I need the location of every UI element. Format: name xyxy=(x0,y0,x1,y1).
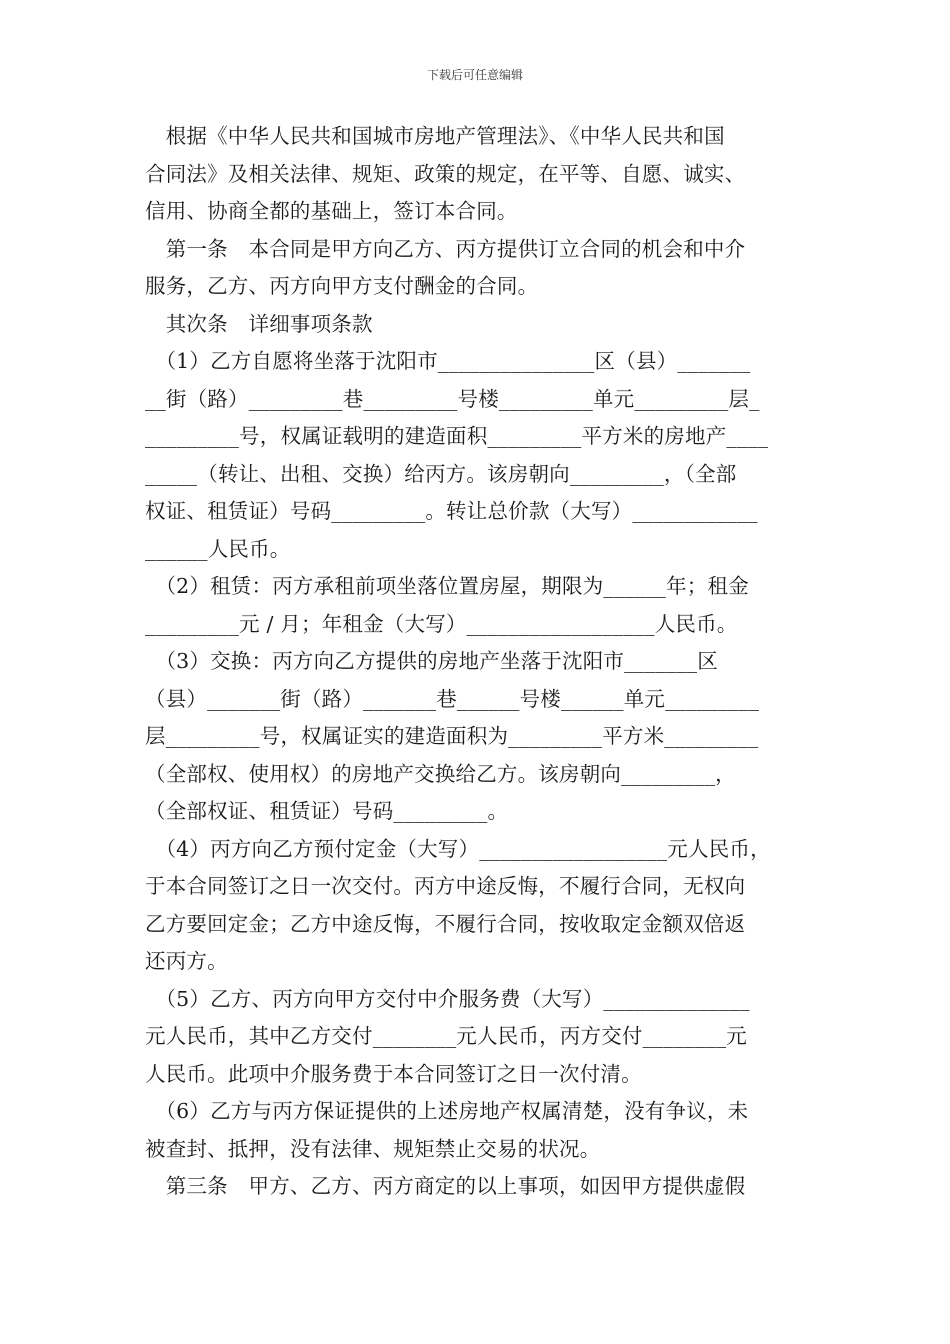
text-line: 人民币。此项中介服务费于本合同签订之日一次付清。 xyxy=(145,1061,642,1086)
text-line: 权证、租赁证）号码_________。转让总价款（大写）____________ xyxy=(145,499,758,523)
text-line: （4）丙方向乙方预付定金（大写）__________________元人民币， xyxy=(145,836,771,861)
text-line: 于本合同签订之日一次交付。丙方中途反悔，不履行合同，无权向 xyxy=(145,874,746,898)
text-line: 信用、协商全都的基础上，签订本合同。 xyxy=(145,199,518,223)
text-line: （2）租赁：丙方承租前项坐落位置房屋，期限为______年；租金 xyxy=(145,574,749,598)
text-line: （3）交换：丙方向乙方提供的房地产坐落于沈阳市_______区 xyxy=(145,649,718,673)
text-line: 合同法》及相关法律、规矩、政策的规定，在平等、自愿、诚实、 xyxy=(145,161,746,186)
text-line: （6）乙方与丙方保证提供的上述房地产权属清楚，没有争议，未 xyxy=(145,1099,749,1123)
text-line: 第一条 本合同是甲方向乙方、丙方提供订立合同的机会和中介 xyxy=(145,236,746,261)
text-line: （1）乙方自愿将坐落于沈阳市_______________区（县）_______ xyxy=(145,349,751,373)
text-line: （县）_______街（路）_______巷______号楼______单元_________ xyxy=(145,686,760,711)
text-line: 元人民币，其中乙方交付________元人民币，丙方交付________元 xyxy=(145,1024,747,1048)
text-line: __街（路）_________巷_________号楼_________单元_________层_ xyxy=(145,386,760,411)
text-line: 根据《中华人民共和国城市房地产管理法》、《中华人民共和国 xyxy=(145,124,725,148)
text-line: _________元 / 月；年租金（大写）__________________人民币。 xyxy=(145,611,738,636)
text-line: ______人民币。 xyxy=(145,536,291,561)
text-line: 其次条 详细事项条款 xyxy=(145,311,373,336)
page-header: 下载后可任意编辑 xyxy=(426,68,523,82)
text-line: 层_________号，权属证实的建造面积为_________平方米_________ xyxy=(145,724,759,748)
text-line: 服务，乙方、丙方向甲方支付酬金的合同。 xyxy=(145,274,539,298)
text-line: （全部权、使用权）的房地产交换给乙方。该房朝向_________， xyxy=(145,761,736,786)
text-line: _________号，权属证载明的建造面积_________平方米的房地产____ xyxy=(145,424,769,448)
contract-body xyxy=(145,118,813,1206)
text-line: 乙方要回定金；乙方中途反悔，不履行合同，按收取定金额双倍返 xyxy=(145,911,746,936)
text-line: 第三条 甲方、乙方、丙方商定的以上事项，如因甲方提供虚假 xyxy=(145,1174,746,1198)
text-line: （5）乙方、丙方向甲方交付中介服务费（大写）______________ xyxy=(145,986,750,1011)
text-line: 还丙方。 xyxy=(145,949,228,973)
text-line: 被查封、抵押，没有法律、规矩禁止交易的状况。 xyxy=(145,1136,601,1161)
text-line: （全部权证、租赁证）号码_________。 xyxy=(145,799,509,823)
text-line: _____（转让、出租、交换）给丙方。该房朝向_________，（全部 xyxy=(145,461,737,486)
